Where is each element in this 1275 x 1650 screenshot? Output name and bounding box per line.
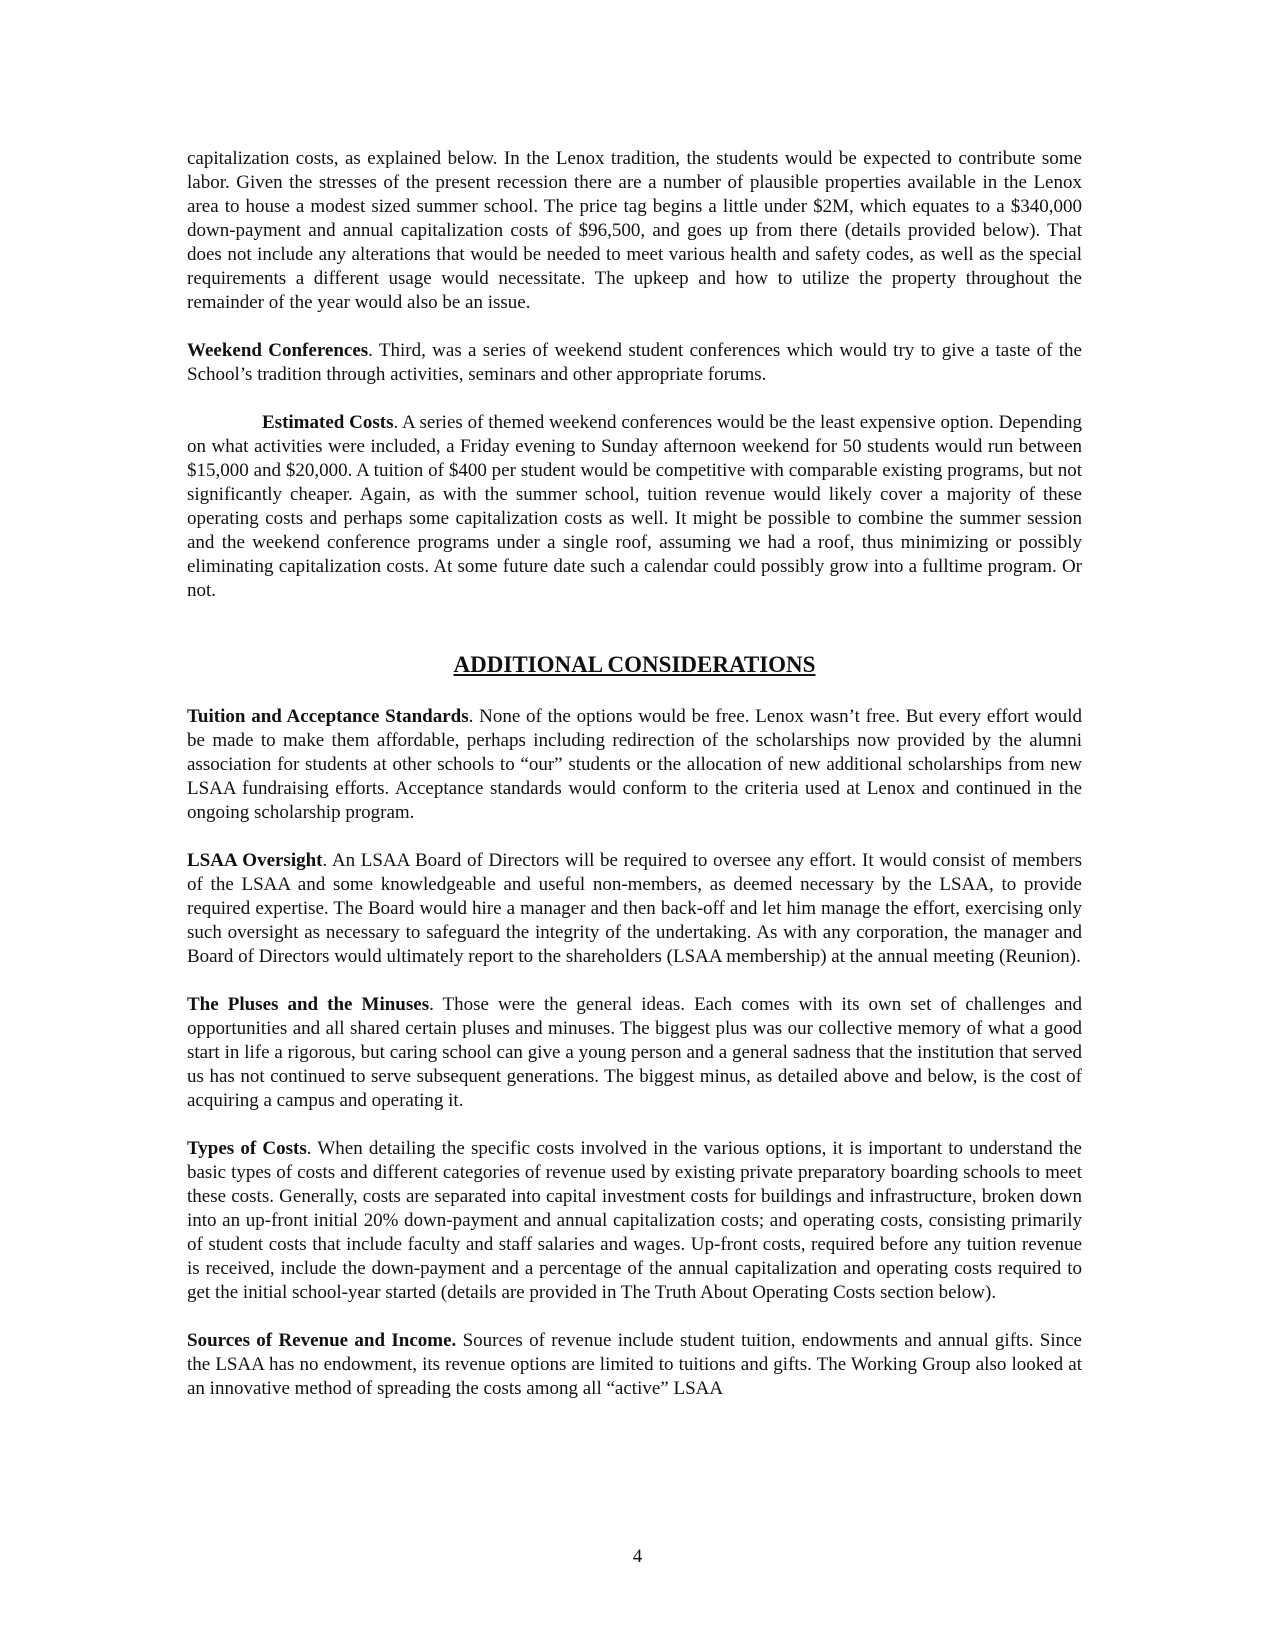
paragraph-weekend-conferences xyxy=(187,339,1082,387)
paragraph-text: . When detailing the specific costs involved in the various options, it is important to understand the basic types of costs and different categories of revenue used by existing private preparatory boarding schools to meet these costs. Generally, costs are separated into capital investment costs for buildings and infrastructure, broken down into an up-front initial 20% down-payment and annual capitalization costs; and operating costs, consisting primarily of student costs that include faculty and staff salaries and wages. Up-front costs, required before any tuition revenue is received, include the down-payment and a percentage of the annual capitalization and operating costs required to get the initial school-year started (details are provided in The Truth About Operating Costs section below). xyxy=(187,1138,1082,1303)
paragraph-text: Sources of revenue include student tuition, endowments and annual gifts. Since the LSAA has no endowment, its revenue options are limited to tuitions and gifts. The Working Group also looked at an innovative method of spreading the costs among all “active” LSAA xyxy=(187,1330,1082,1399)
paragraph-text: capitalization costs, as explained below. In the Lenox tradition, the students would be expected to contribute some labor. Given the stresses of the present recession there are a number of plausible properties available in the Lenox area to house a modest sized summer school. The price tag begins a little under $2M, which equates to a $340,000 down-payment and annual capitalization costs of $96,500, and goes up from there (details provided below). That does not include any alterations that would be needed to meet various health and safety codes, as well as the special requirements a different usage would necessitate. The upkeep and how to utilize the property throughout the remainder of the year would also be an issue. xyxy=(187,148,1082,313)
paragraph-text: . None of the options would be free. Lenox wasn’t free. But every effort would be made to make them affordable, perhaps including redirection of the scholarships now provided by the alumni association for students at other schools to “our” students or the allocation of new additional scholarships from new LSAA fundraising efforts. Acceptance standards would conform to the criteria used at Lenox and continued in the ongoing scholarship program. xyxy=(187,706,1082,823)
document-page xyxy=(187,147,1082,1425)
paragraph-text: . Those were the general ideas. Each comes with its own set of challenges and opportunities and all shared certain pluses and minuses. The biggest plus was our collective memory of what a good start in life a rigorous, but caring school can give a young person and a general sadness that the institution that served us has not continued to serve subsequent generations. The biggest minus, as detailed above and below, is the cost of acquiring a campus and operating it. xyxy=(187,994,1082,1111)
paragraph-estimated-costs xyxy=(187,411,1082,603)
paragraph-tuition-acceptance xyxy=(187,705,1082,825)
paragraph-text: . A series of themed weekend conferences would be the least expensive option. Depending on what activities were included, a Friday evening to Sunday afternoon weekend for 50 students would run between $15,000 and $20,000. A tuition of $400 per student would be competitive with comparable existing programs, but not significantly cheaper. Again, as with the summer school, tuition revenue would likely cover a majority of these operating costs and perhaps some capitalization costs as well. It might be possible to combine the summer session and the weekend conference programs under a single roof, assuming we had a roof, thus minimizing or possibly eliminating capitalization costs. At some future date such a calendar could possibly grow into a fulltime program. Or not. xyxy=(187,412,1082,601)
paragraph-lead: Weekend Conferences xyxy=(187,340,369,361)
paragraph-lead: Types of Costs xyxy=(187,1138,307,1159)
paragraph-lead: The Pluses and the Minuses xyxy=(187,994,430,1015)
paragraph-lead: Estimated Costs xyxy=(262,412,394,433)
page-number: 4 xyxy=(632,1546,643,1567)
section-heading: ADDITIONAL CONSIDERATIONS xyxy=(453,652,816,677)
paragraph-sources-of-revenue xyxy=(187,1329,1082,1401)
paragraph-lead: Sources of Revenue and Income. xyxy=(187,1330,457,1351)
paragraph-text: . Third, was a series of weekend student conferences which would try to give a taste of the School’s tradition through activities, seminars and other appropriate forums. xyxy=(187,340,1082,385)
paragraph-text: . An LSAA Board of Directors will be required to oversee any effort. It would consist of members of the LSAA and some knowledgeable and useful non-members, as deemed necessary by the LSAA, to provide required expertise. The Board would hire a manager and then back-off and let him manage the effort, exercising only such oversight as necessary to safeguard the integrity of the undertaking. As with any corporation, the manager and Board of Directors would ultimately report to the shareholders (LSAA membership) at the annual meeting (Reunion). xyxy=(187,850,1082,967)
paragraph-lsaa-oversight xyxy=(187,849,1082,969)
paragraph-types-of-costs xyxy=(187,1137,1082,1305)
paragraph-capitalization-costs xyxy=(187,147,1082,315)
paragraph-lead: Tuition and Acceptance Standards xyxy=(187,706,469,727)
paragraph-pluses-minuses xyxy=(187,993,1082,1113)
paragraph-lead: LSAA Oversight xyxy=(187,850,323,871)
